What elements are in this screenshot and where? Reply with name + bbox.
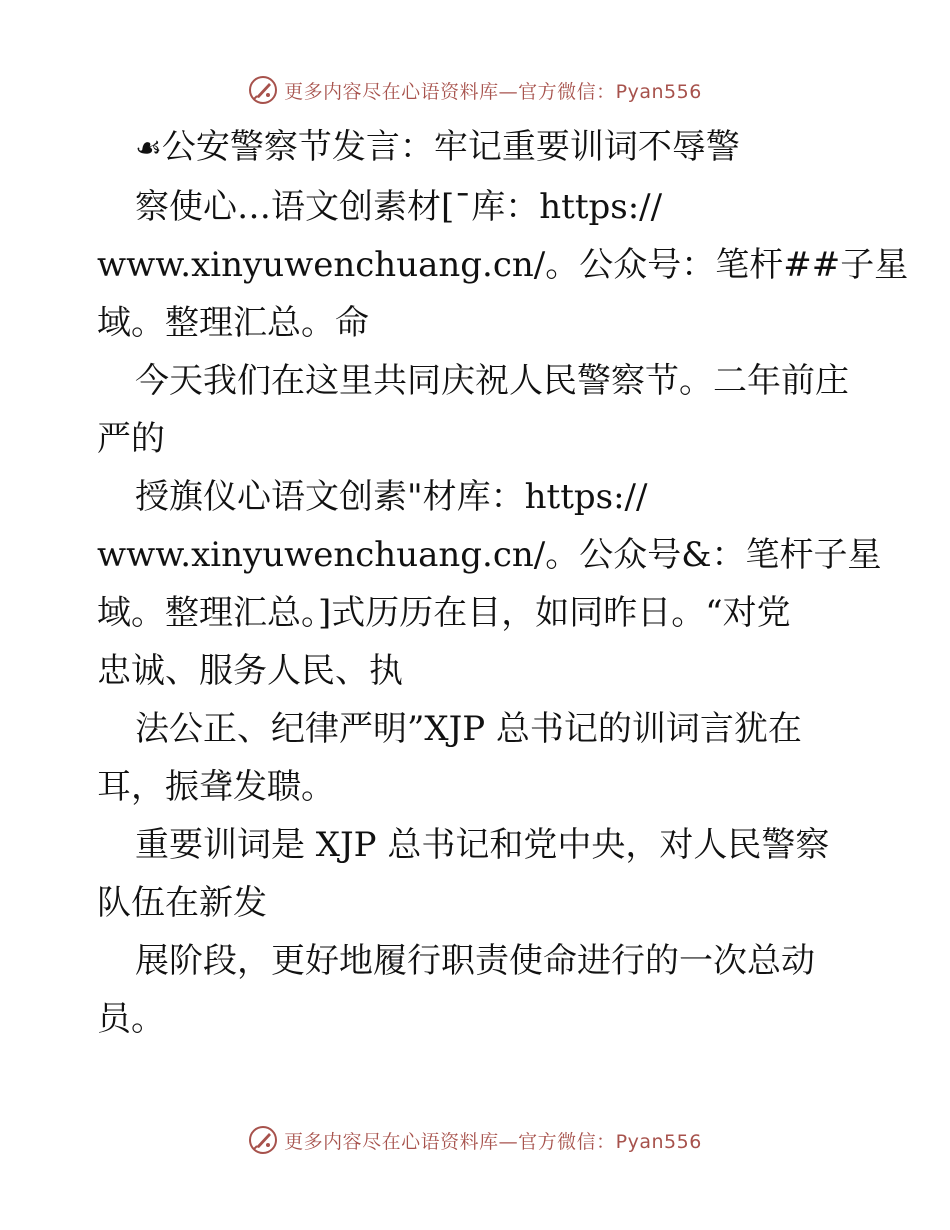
banner-text: 更多内容尽在心语资料库—官方微信：Pyan556 bbox=[284, 80, 702, 103]
fleuron-icon: ☙ bbox=[135, 131, 162, 166]
text-line: 展阶段，更好地履行职责使命进行的一次总动 bbox=[135, 941, 815, 981]
text-line: 忠诚、服务人民、执 bbox=[97, 651, 403, 691]
quill-pen-icon bbox=[248, 75, 278, 105]
text-line: 耳，振聋发聩。 bbox=[97, 767, 335, 807]
text-line: 今天我们在这里共同庆祝人民警察节。二年前庄 bbox=[135, 361, 849, 401]
text-line: 域。整理汇总。]式历历在目，如同昨日。“对党 bbox=[97, 593, 791, 633]
footer-banner bbox=[0, 1120, 950, 1160]
banner-account: Pyan556 bbox=[615, 1130, 702, 1153]
text-line: www.xinyuwenchuang.cn/。公众号：笔杆##子星 bbox=[97, 245, 909, 285]
banner-text: 更多内容尽在心语资料库—官方微信：Pyan556 bbox=[284, 1130, 702, 1153]
text-line: 严的 bbox=[97, 419, 165, 459]
text-line: 员。 bbox=[97, 999, 165, 1039]
text-line: 队伍在新发 bbox=[97, 883, 267, 923]
document-body bbox=[97, 118, 909, 1048]
text-line: 重要训词是 XJP 总书记和党中央，对人民警察 bbox=[135, 825, 830, 865]
banner-account: Pyan556 bbox=[615, 80, 702, 103]
text-line: 法公正、纪律严明”XJP 总书记的训词言犹在 bbox=[135, 709, 802, 749]
text-line: 域。整理汇总。命 bbox=[97, 303, 369, 343]
text-line: www.xinyuwenchuang.cn/。公众号&：笔杆子星 bbox=[97, 535, 882, 575]
text-line: ☙公安警察节发言：牢记重要训词不辱警 bbox=[135, 127, 740, 167]
text-line: 授旗仪心语文创素"材库：https:// bbox=[135, 477, 648, 517]
text-line: 察使心…语文创素材[¯库：https:// bbox=[135, 187, 663, 227]
header-banner bbox=[0, 70, 950, 110]
quill-pen-icon bbox=[248, 1125, 278, 1155]
